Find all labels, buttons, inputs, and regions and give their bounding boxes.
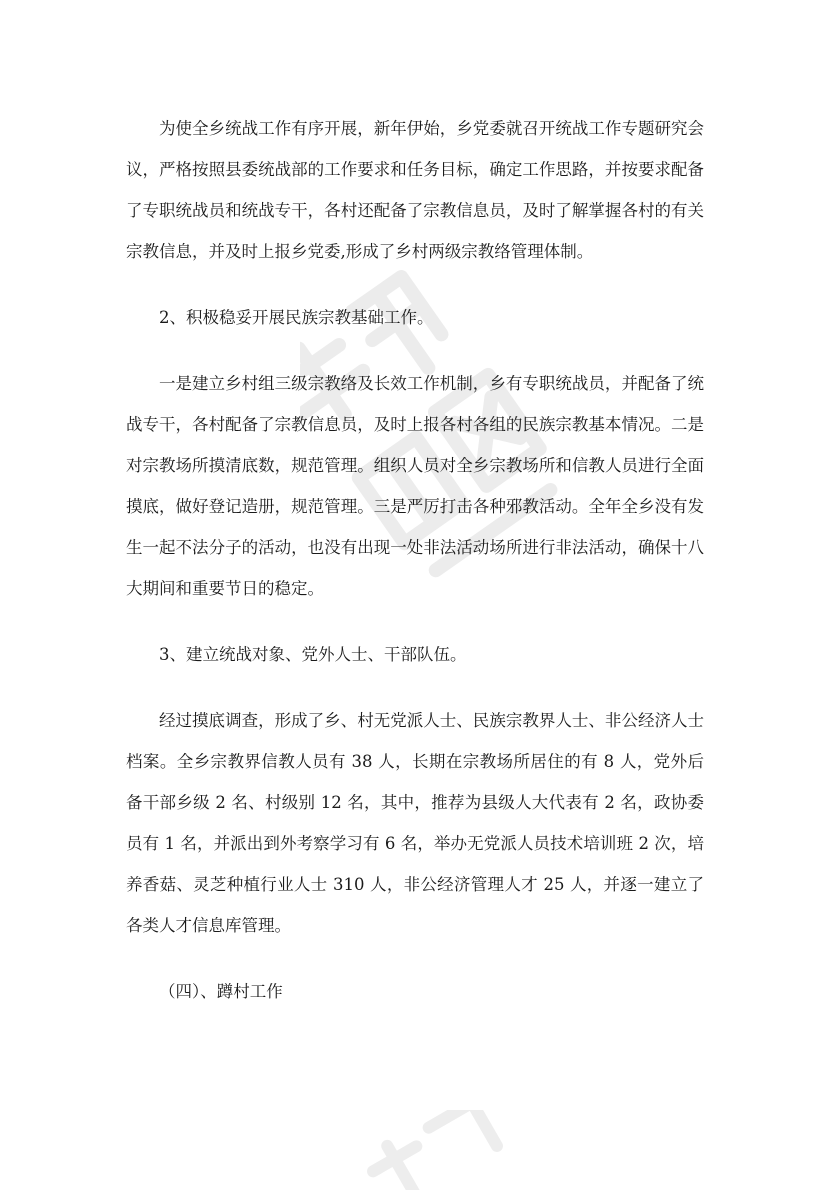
paragraph-unified-front-setup: 为使全乡统战工作有序开展，新年伊始，乡党委就召开统战工作专题研究会议，严格按照县委统战部的工作要求和任务目标，确定工作思路，并按要求配备了专职统战员和统战专干，各村还配备了宗教信息员，及时了解掌握各村的有关宗教信息，并及时上报乡党委,形成了乡村两级宗教络管理体制。 — [126, 119, 704, 261]
paragraph-ethnic-religious-work: 一是建立乡村组三级宗教络及长效工作机制，乡有专职统战员，并配备了统战专干，各村配备了宗教信息员，及时上报各村各组的民族宗教基本情况。二是对宗教场所摸清底数，规范管理。组织人员对全乡宗教场所和信教人员进行全面摸底，做好登记造册，规范管理。三是严厉打击各种邪教活动。全年全乡没有发生一起不法分子的活动，也没有出现一处非法活动场所进行非法活动，确保十八大期间和重要节日的稳定。 — [126, 374, 704, 598]
paragraph-establish-teams: 经过摸底调查，形成了乡、村无党派人士、民族宗教界人士、非公经济人士档案。全乡宗教界信教人员有 38 人，长期在宗教场所居住的有 8 人，党外后备干部乡级 2 名、村级别 12 名，其中，推荐为县级人大代表有 2 名，政协委员有 1 名，并派出到外考察学习有 6 名，举办无党派人员技术培训班 2 次，培养香菇、灵芝种植行业人士 310 人，非公经济管理人才 25 人，并逐一建立了各类人才信息库管理。 — [126, 711, 704, 935]
heading-ethnic-religious-work: 2、积极稳妥开展民族宗教基础工作。 — [159, 308, 434, 327]
watermark-graphic-bottom — [330, 1110, 530, 1190]
document-body — [126, 108, 704, 1037]
heading-establish-teams: 3、建立统战对象、党外人士、干部队伍。 — [159, 645, 467, 664]
heading-village-work: （四）、蹲村工作 — [159, 982, 283, 1001]
